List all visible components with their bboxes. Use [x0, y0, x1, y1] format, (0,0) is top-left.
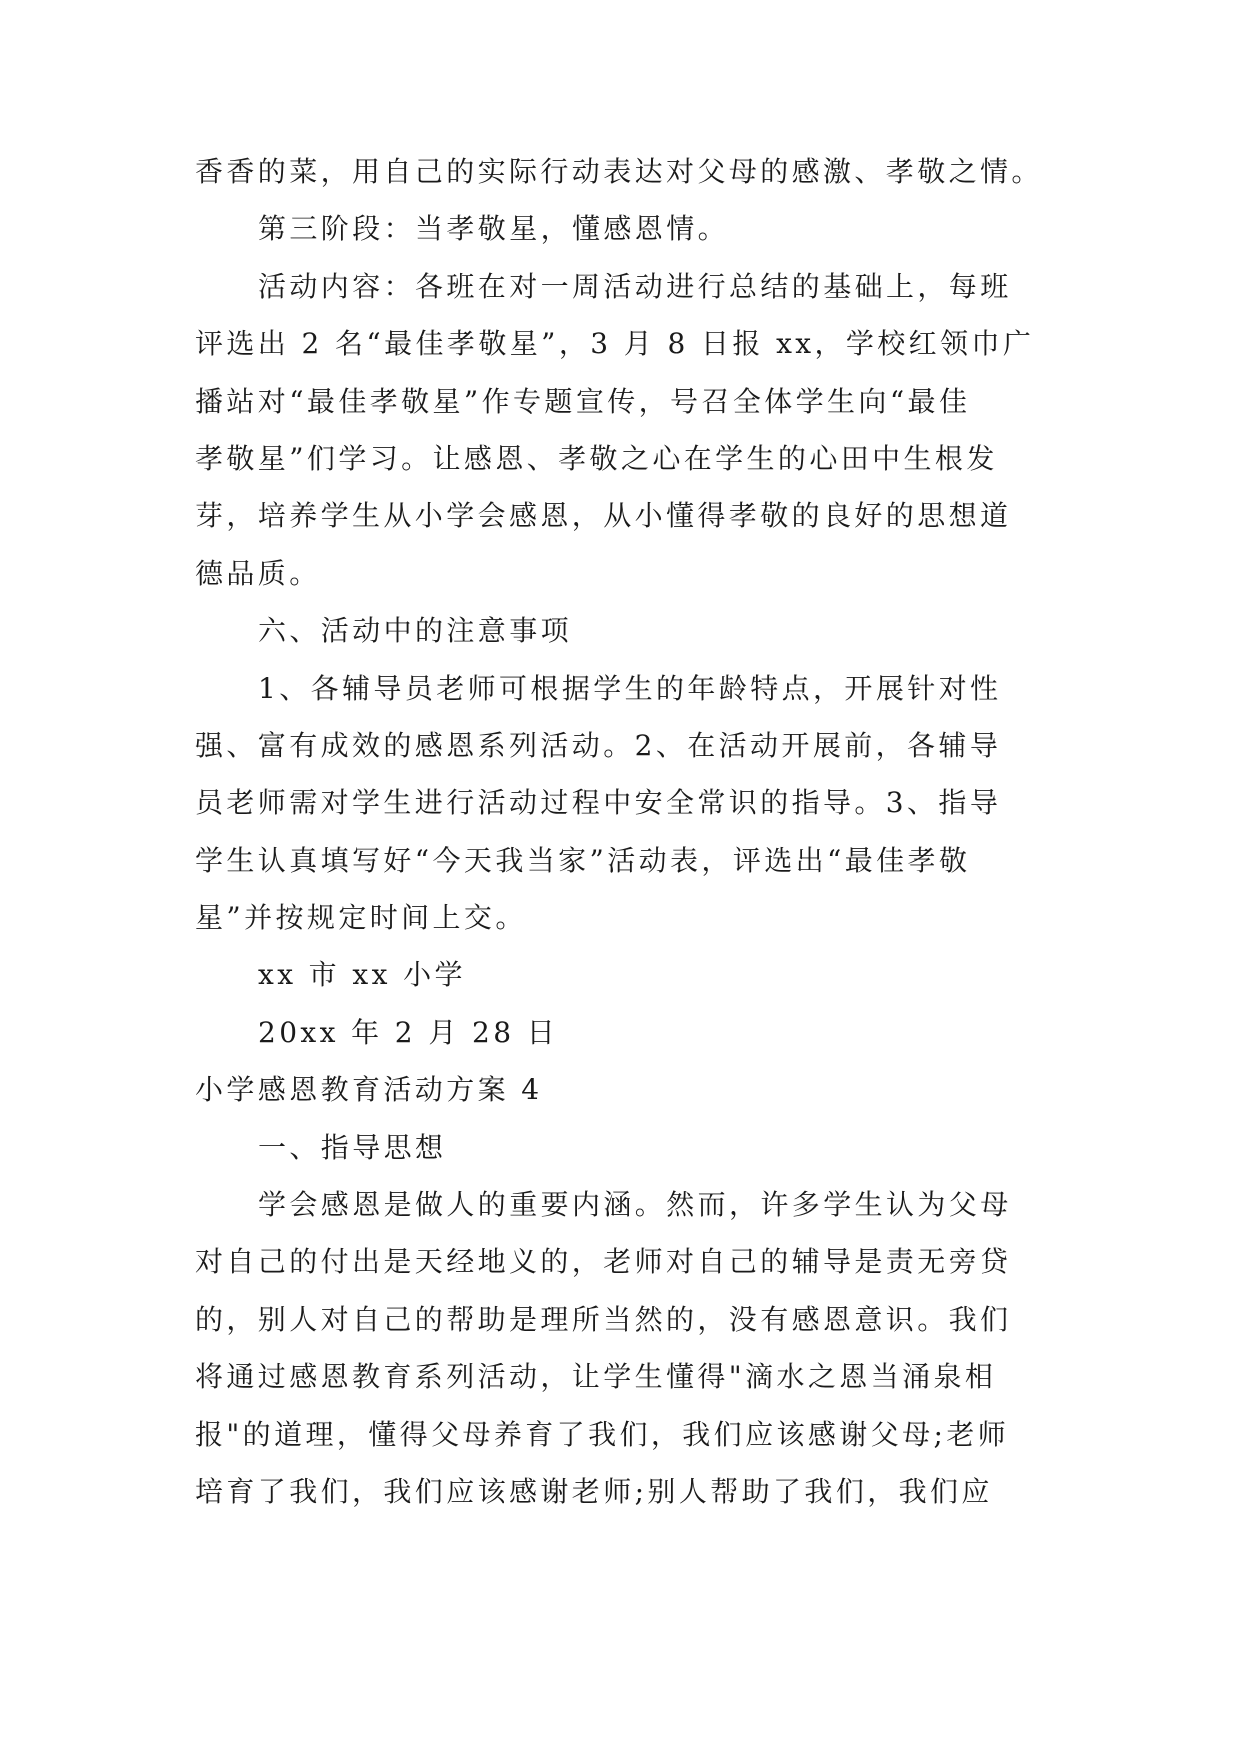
paragraph-line: 培育了我们，我们应该感谢老师;别人帮助了我们，我们应	[195, 1474, 993, 1508]
document-date: 20xx 年 2 月 28 日	[258, 1015, 559, 1049]
paragraph-line: 对自己的付出是天经地义的，老师对自己的辅导是责无旁贷	[195, 1245, 1012, 1279]
document-body	[195, 143, 1055, 1520]
stage-heading: 第三阶段：当孝敬星，懂感恩情。	[258, 212, 730, 246]
paragraph-line: 报"的道理，懂得父母养育了我们，我们应该感谢父母;老师	[195, 1417, 1010, 1451]
paragraph-line: 强、富有成效的感恩系列活动。2、在活动开展前，各辅导	[195, 728, 1002, 762]
paragraph-line: 播站对“最佳孝敬星”作专题宣传，号召全体学生向“最佳	[195, 384, 971, 418]
paragraph-line: 1、各辅导员老师可根据学生的年龄特点，开展针对性	[258, 671, 1002, 705]
section-heading: 一、指导思想	[258, 1130, 447, 1164]
document-title: 小学感恩教育活动方案 4	[195, 1073, 543, 1107]
paragraph-line: 孝敬星”们学习。让感恩、孝敬之心在学生的心田中生根发	[195, 441, 998, 475]
paragraph-line: 评选出 2 名“最佳孝敬星”，3 月 8 日报 xx，学校红领巾广	[195, 327, 1035, 361]
paragraph-line: 员老师需对学生进行活动过程中安全常识的指导。3、指导	[195, 786, 1002, 820]
paragraph-line: 学生认真填写好“今天我当家”活动表，评选出“最佳孝敬	[195, 843, 971, 877]
paragraph-line: 活动内容：各班在对一周活动进行总结的基础上，每班	[258, 269, 1012, 303]
paragraph-line: 将通过感恩教育系列活动，让学生懂得"滴水之恩当涌泉相	[195, 1360, 997, 1394]
paragraph-line: 芽，培养学生从小学会感恩，从小懂得孝敬的良好的思想道	[195, 499, 1012, 533]
paragraph-line: 德品质。	[195, 556, 321, 590]
section-heading: 六、活动中的注意事项	[258, 614, 573, 648]
school-signature: xx 市 xx 小学	[258, 958, 466, 992]
paragraph-line: 的，别人对自己的帮助是理所当然的，没有感恩意识。我们	[195, 1302, 1012, 1336]
paragraph-line: 学会感恩是做人的重要内涵。然而，许多学生认为父母	[258, 1188, 1012, 1222]
paragraph-line: 香香的菜，用自己的实际行动表达对父母的感激、孝敬之情。	[195, 155, 1043, 188]
paragraph-line: 星”并按规定时间上交。	[195, 901, 527, 935]
